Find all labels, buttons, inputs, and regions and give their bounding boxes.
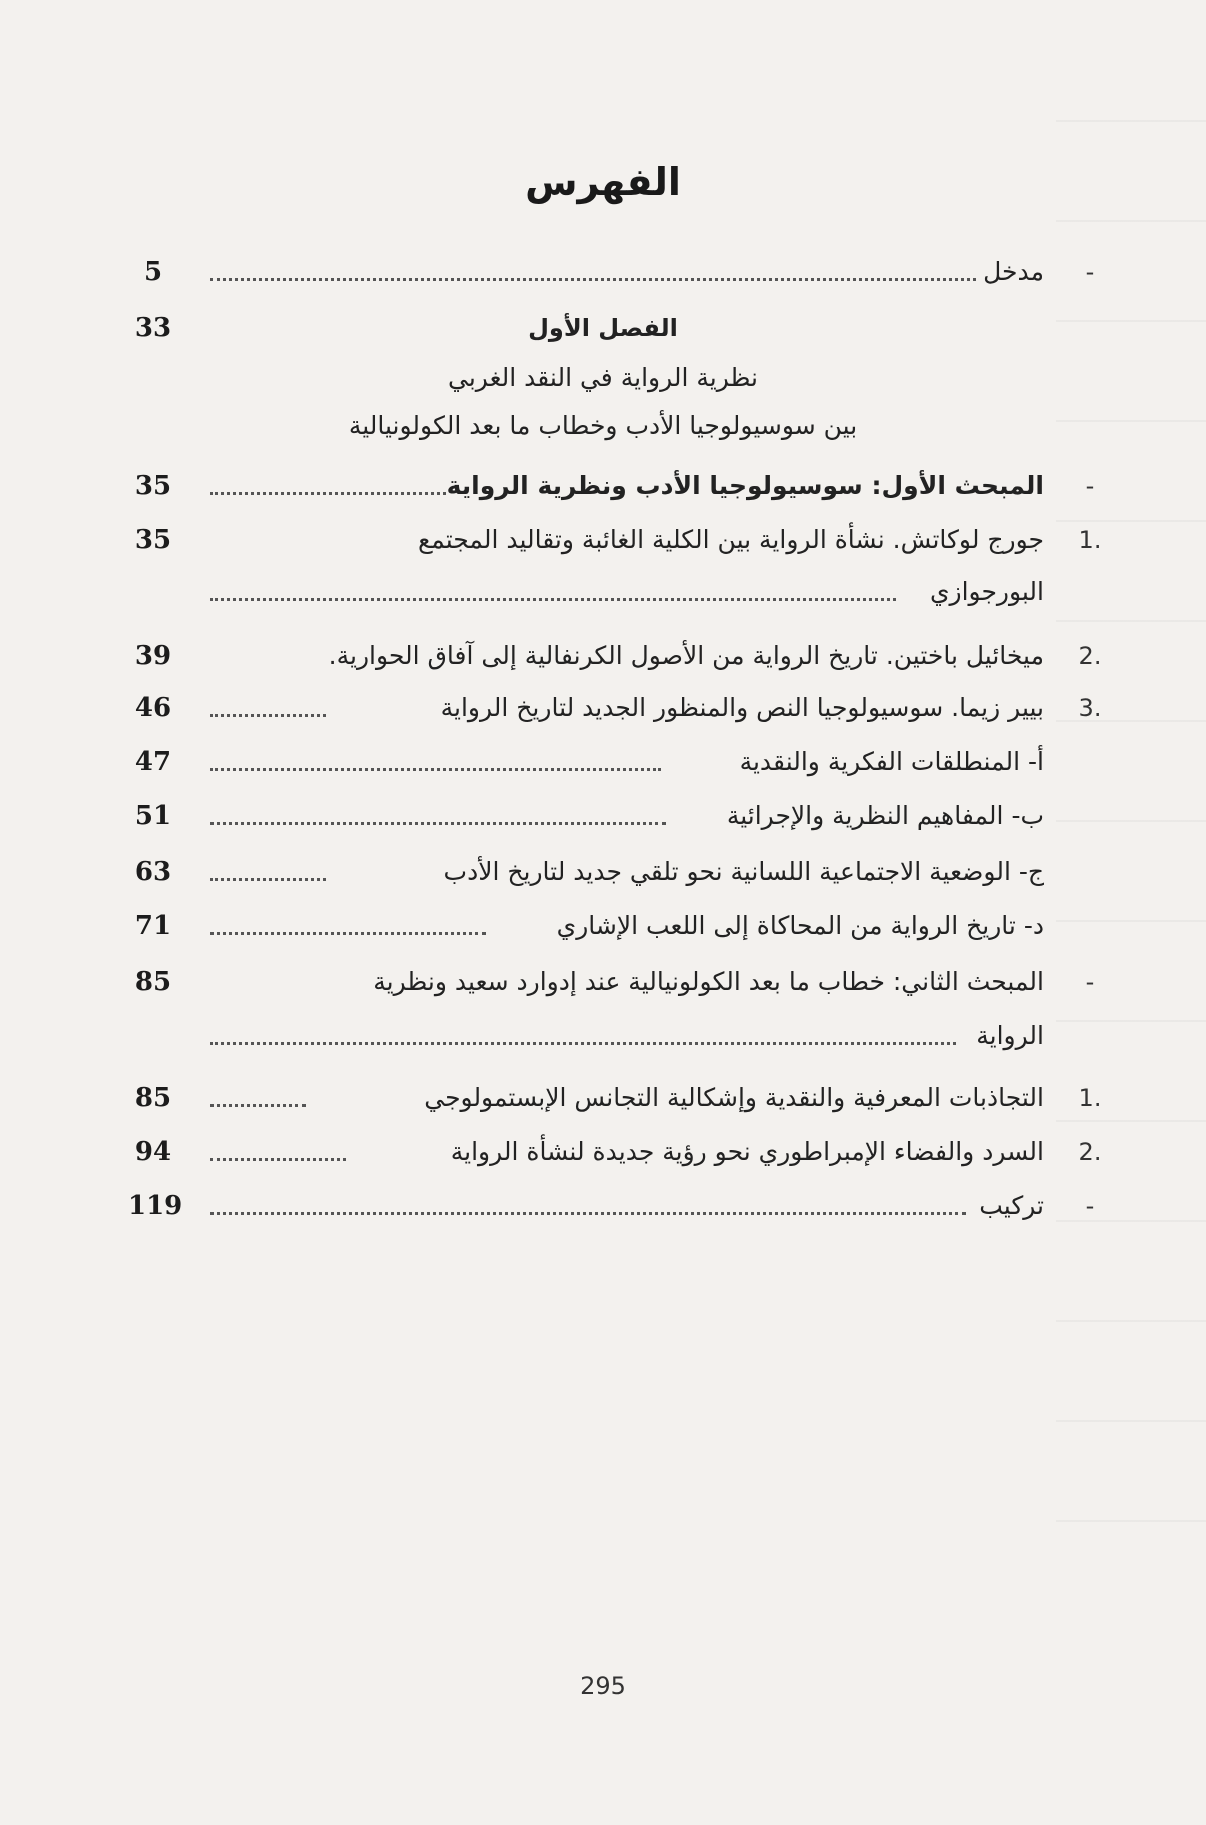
entry-title: المبحث الأول: سوسيولوجيا الأدب ونظرية الرواية [446, 471, 1044, 500]
dot-leader [210, 1152, 346, 1161]
entry-page: 47 [134, 747, 172, 777]
entry-marker: - [1085, 472, 1095, 500]
toc-entry[interactable] [0, 686, 1206, 730]
chapter-subtitle-2: بين سوسيولوجيا الأدب وخطاب ما بعد الكولونيالية [348, 411, 858, 440]
dot-leader [210, 926, 486, 935]
entry-page: 46 [134, 693, 172, 723]
entry-title: تركيب [979, 1191, 1044, 1220]
entry-page: 85 [134, 967, 172, 997]
entry-title: جورج لوكاتش. نشأة الرواية بين الكلية الغائبة وتقاليد المجتمع [417, 525, 1044, 554]
entry-title: السرد والفضاء الإمبراطوري نحو رؤية جديدة لنشأة الرواية [450, 1137, 1044, 1166]
toc-entry[interactable] [0, 634, 1206, 678]
entry-marker: 1. [1078, 1084, 1102, 1112]
entry-continuation: البورجوازي [929, 577, 1044, 606]
toc-entry[interactable] [0, 1076, 1206, 1120]
entry-title: ب- المفاهيم النظرية والإجرائية [726, 801, 1044, 830]
toc-entry[interactable] [0, 518, 1206, 618]
dot-leader [210, 1206, 966, 1215]
toc-entry[interactable] [0, 1130, 1206, 1174]
entry-title: المبحث الثاني: خطاب ما بعد الكولونيالية عند إدوارد سعيد ونظرية [373, 967, 1044, 996]
entry-marker: 2. [1078, 642, 1102, 670]
entry-title: مدخل [983, 257, 1044, 286]
toc-entry[interactable] [0, 794, 1206, 838]
entry-title: ج- الوضعية الاجتماعية اللسانية نحو تلقي جديد لتاريخ الأدب [443, 857, 1044, 886]
entry-page: 63 [134, 857, 172, 887]
entry-title: التجاذبات المعرفية والنقدية وإشكالية التجانس الإبستمولوجي [424, 1083, 1044, 1112]
toc-entry[interactable] [0, 850, 1206, 894]
entry-marker: 2. [1078, 1138, 1102, 1166]
entry-marker: 3. [1078, 694, 1102, 722]
entry-marker: - [1085, 1192, 1095, 1220]
toc-entry[interactable] [0, 904, 1206, 948]
entry-title: ميخائيل باختين. تاريخ الرواية من الأصول الكرنفالية إلى آفاق الحوارية. [328, 641, 1044, 670]
entry-page: 51 [134, 801, 172, 831]
toc-entry[interactable] [0, 960, 1206, 1060]
entry-page: 39 [134, 641, 172, 671]
toc-entry[interactable] [0, 464, 1206, 508]
dot-leader [210, 1036, 956, 1045]
entry-marker: - [1085, 258, 1095, 286]
dot-leader [210, 1098, 306, 1107]
page-number: 295 [580, 1672, 626, 1700]
chapter-heading: الفصل الأول [528, 314, 678, 342]
entry-page: 71 [134, 911, 172, 941]
dot-leader [210, 816, 666, 825]
dot-leader [210, 272, 976, 281]
entry-page: 85 [134, 1083, 172, 1113]
entry-page: 5 [143, 257, 163, 287]
entry-title: د- تاريخ الرواية من المحاكاة إلى اللعب الإشاري [556, 911, 1044, 940]
entry-marker: 1. [1078, 526, 1102, 554]
entry-title: بيير زيما. سوسيولوجيا النص والمنظور الجديد لتاريخ الرواية [440, 693, 1044, 722]
dot-leader [210, 486, 446, 495]
dot-leader [210, 762, 661, 771]
dot-leader [210, 872, 326, 881]
entry-title: أ- المنطلقات الفكرية والنقدية [739, 747, 1044, 776]
entry-page: 35 [134, 471, 172, 501]
toc-entry[interactable] [0, 1184, 1206, 1228]
entry-page: 35 [134, 525, 172, 555]
dot-leader [210, 592, 896, 601]
dot-leader [210, 708, 326, 717]
entry-marker: - [1085, 968, 1095, 996]
chapter-page: 33 [134, 313, 172, 343]
toc-entry[interactable] [0, 740, 1206, 784]
page-title: الفهرس [525, 160, 681, 204]
entry-page: 119 [128, 1191, 183, 1221]
entry-page: 94 [134, 1137, 172, 1167]
toc-entry[interactable] [0, 250, 1206, 294]
chapter-heading-row[interactable] [0, 306, 1206, 350]
chapter-subtitle-1: نظرية الرواية في النقد الغربي [447, 363, 759, 392]
entry-continuation: الرواية [976, 1021, 1044, 1050]
